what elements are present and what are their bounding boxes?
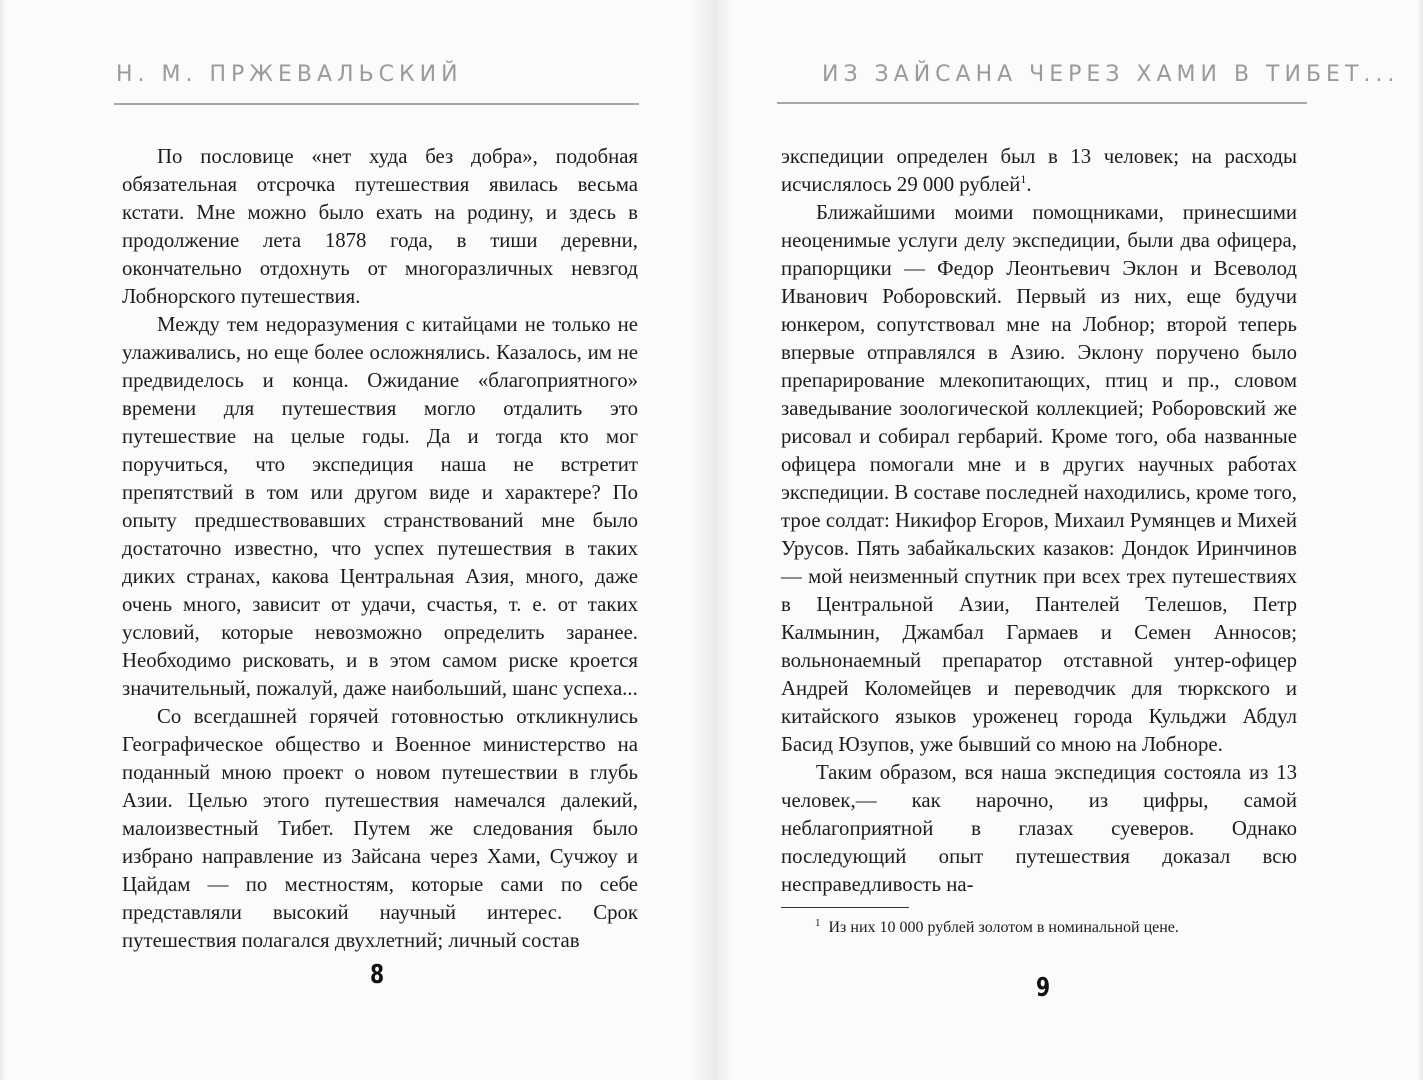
continued-paragraph	[781, 143, 1297, 199]
footnote-text: Из них 10 000 рублей золотом в номинальной цене.	[828, 919, 1179, 936]
page-number: 8	[369, 960, 385, 990]
paragraph: Таким образом, вся наша экспедиция состояла из 13 человек,— как нарочно, из цифры, самой неблагоприятной в глазах суеверов. Однако последующий опыт путешествия доказал всю несправедливость на-	[781, 761, 1297, 896]
footnote	[815, 917, 1295, 939]
footnote-reference: 1	[1020, 172, 1027, 187]
paragraph: Со всегдашней горячей готовностью откликнулись Географическое общество и Военное министерство на поданный мною проект о новом путешествии в глубь Азии. Целью этого путешествия намечался далекий, малоизвестный Тибет. Путем же следования было избрано направление из Зайсана через Хами, Сучжоу и Цайдам — по местностям, которые сами по себе представляли высокий научный интерес. Срок путешествия полагался двухлетний; личный состав	[122, 705, 638, 952]
header-rule	[114, 103, 639, 105]
running-head-author: Н. М. ПРЖЕВАЛЬСКИЙ	[116, 62, 463, 87]
left-page-body	[122, 143, 638, 955]
paragraph: По пословице «нет худа без добра», подобная обязательная отсрочка путешествия явилась весьма кстати. Мне можно было ехать на родину, и здесь в продолжение лета 1878 года, в тиши деревни, окончательно отдохнуть от многоразличных невзгод Лобнорского путешествия.	[122, 145, 638, 308]
footnote-rule	[781, 907, 909, 908]
header-rule	[777, 102, 1307, 104]
running-head-title: ИЗ ЗАЙСАНА ЧЕРЕЗ ХАМИ В ТИБЕТ...	[822, 62, 1400, 87]
paragraph: Ближайшими моими помощниками, принесшими неоценимые услуги делу экспедиции, были два офицера, прапорщики — Федор Леонтьевич Эклон и Всеволод Иванович Роборовский. Первый из них, еще будучи юнкером, сопутствовал мне на Лобнор; второй теперь впервые отправлялся в Азию. Эклону поручено было препарирование млекопитающих, птиц и пр., словом заведывание зоологической коллекцией; Роборовский же рисовал и собирал гербарий. Кроме того, оба названные офицера помогали мне и в других научных работах экспедиции. В составе последней находились, кроме того, трое солдат: Никифор Егоров, Михаил Румянцев и Михей Урусов. Пять забайкальских казаков: Дондок Иринчинов — мой неизменный спутник при всех трех путешествиях в Центральной Азии, Пантелей Телешов, Петр Калмынин, Джамбал Гармаев и Семен Анносов; вольнонаемный препаратор отставной унтер-офицер Андрей Коломейцев и переводчик для тюркского и китайского языков уроженец города Кульджи Абдул Басид Юзупов, уже бывший со мною на Лобноре.	[781, 201, 1297, 756]
footnote-mark: 1	[815, 916, 821, 929]
paragraph: Между тем недоразумения с китайцами не только не улаживались, но еще более осложнялись. Казалось, им не предвиделось и конца. Ожидание «благоприятного» времени для путешествия могло отдалить это путешествие на целые годы. Да и тогда кто мог поручиться, что экспедиция наша не встретит препятствий в том или другом виде и характере? По опыту предшествовавших странствований мне было достаточно известно, что успех путешествия в таких диких странах, какова Центральная Азия, много, даже очень много, зависит от удачи, счастья, т. е. от таких условий, которые невозможно определить заранее. Необходимо рисковать, и в этом самом риске кроется значительный, пожалуй, даже наибольший, шанс успеха...	[122, 313, 638, 700]
left-page	[0, 0, 711, 1080]
continuation-end: .	[1026, 173, 1032, 196]
continuation-text: экспедиции определен был в 13 человек; на расходы исчислялось 29 000 рублей	[781, 145, 1297, 196]
right-page-body	[781, 143, 1297, 899]
right-page	[711, 0, 1423, 1080]
page-number: 9	[1035, 973, 1051, 1003]
